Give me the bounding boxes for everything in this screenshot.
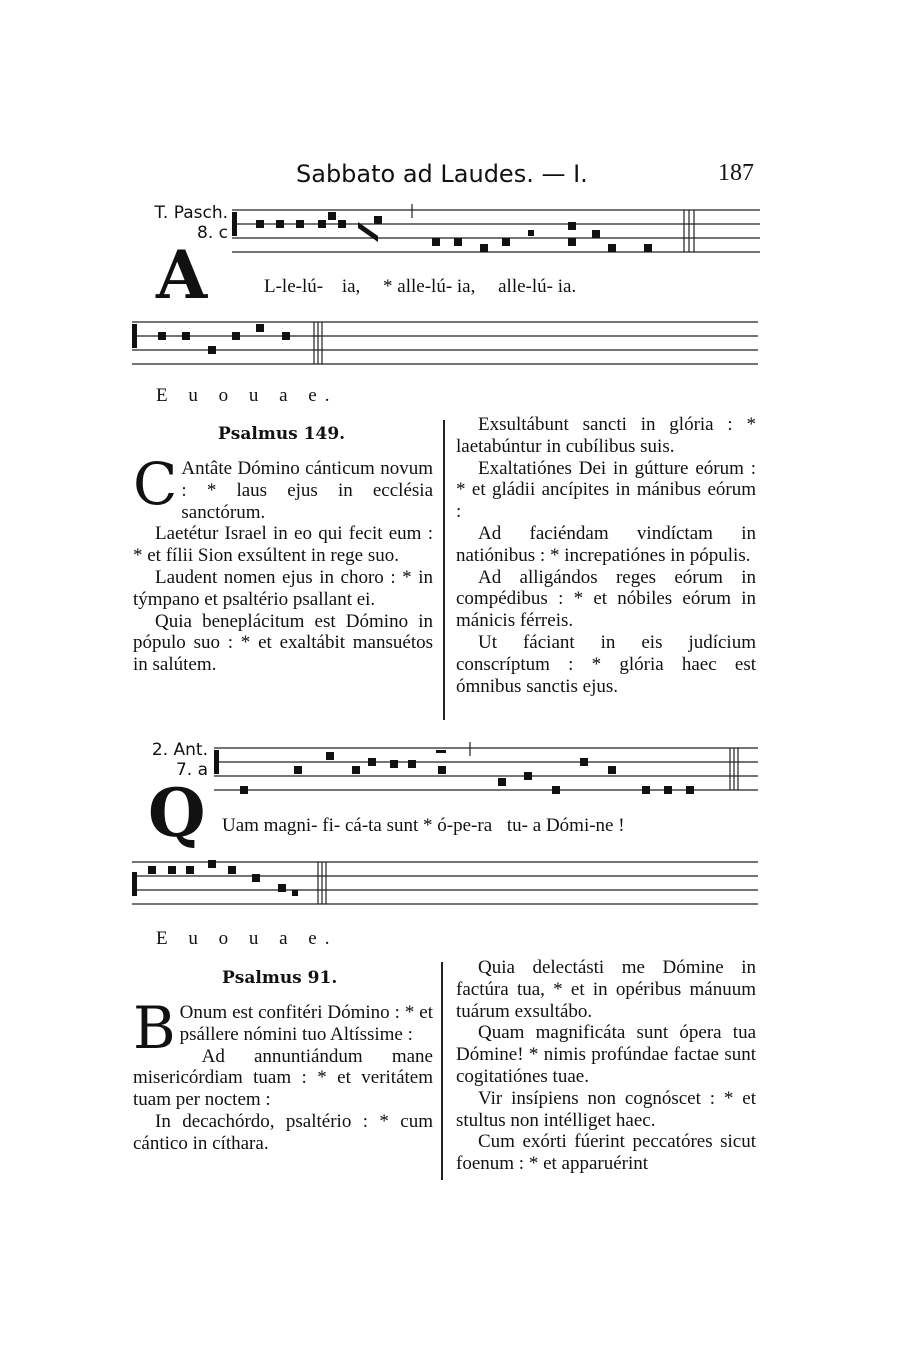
chant2-syllable: a <box>532 815 542 836</box>
psalm91-verse: B Onum est confitéri Dómino : * et psállere nómini tuo Altíssime : <box>133 994 433 1062</box>
psalm149-verse: Ad faciéndam vindíctam in natiónibus : * increpatiónes in pópulis. <box>456 522 756 566</box>
chant2-lyrics <box>222 815 742 837</box>
chant1-syllable: ia, <box>456 276 476 297</box>
psalm149-verse: Laudent nomen ejus in choro : * in týmpano et psaltério psallant ei. <box>133 566 433 610</box>
psalm149-verse: Laetétur Israel in eo qui fecit eum : * et fílii Sion exsúltent in rege suo. <box>133 523 433 567</box>
chant1-label-line2: 8. c <box>197 223 228 243</box>
chant1-syllable: L-le-lú- <box>264 276 324 297</box>
chant2-euouae-staff <box>132 858 758 910</box>
chant2-syllable: tu- <box>506 815 529 836</box>
psalm149-verse: C Antâte Dómino cánticum novum : * laus ejus in ecclésia sanctórum. <box>133 450 433 523</box>
column-divider <box>443 420 445 720</box>
chant2-initial-letter: Q <box>148 774 206 852</box>
psalm149-verse: Exsultábunt sancti in glória : * laetabúntur in cubílibus suis. <box>456 414 756 457</box>
chant1-syllable: alle-lú- <box>498 276 553 297</box>
chant2-syllable: fi- <box>322 815 341 836</box>
chant2-syllable: Uam magni- <box>222 815 318 836</box>
psalm149-left-column <box>133 450 433 676</box>
chant1-euouae-staff <box>132 318 758 370</box>
psalm149-verse: Ad alligándos reges eórum in compédibus : * et nóbiles eórum in mánicis férreis. <box>456 566 756 632</box>
psalm149-verse: Exaltatiónes Dei in gútture eórum : * et gládii ancípites in mánibus eórum : <box>456 457 756 523</box>
chant1-syllable: ia. <box>557 276 577 297</box>
chant2-asterisk: * <box>423 815 433 836</box>
chant2-staff <box>214 738 758 802</box>
chant1-staff <box>232 200 760 264</box>
psalm91-verse: Quia delectásti me Dómine in factúra tua, * et in opéribus mánuum tuárum exsultábo. <box>456 957 756 1022</box>
page-number: 187 <box>718 160 754 186</box>
psalm91-right-column <box>456 957 756 1175</box>
psalm91-verse: In decachórdo, psaltério : * cum cántico in cíthara. <box>133 1110 433 1154</box>
psalm91-dropcap: B <box>133 994 176 1062</box>
psalm91-verse: Cum exórti fúerint peccatóres sicut foenum : * et apparuérint <box>456 1131 756 1175</box>
chant2-euouae: E u o u a e. <box>156 928 338 949</box>
psalm91-title: Psalmus 91. <box>222 968 338 988</box>
psalm149-dropcap: C <box>133 450 178 518</box>
psalm149-verse: Quia beneplácitum est Dómino in pópulo suo : * et exaltábit mansuétos in salútem. <box>133 610 433 676</box>
chant2-syllable: cá-ta <box>344 815 382 836</box>
psalm91-verse: Ad annuntiándum mane misericórdiam tuam : * et veritátem tuam per noctem : <box>133 1045 433 1111</box>
psalm91-verse: Vir insípiens non cognóscet : * et stultus non intélliget haec. <box>456 1087 756 1131</box>
chant1-lyrics <box>264 276 714 298</box>
chant2-label-line2: 7. a <box>175 760 208 780</box>
psalm91-left-column <box>133 994 433 1155</box>
running-header-title: Sabbato ad Laudes. — I. <box>296 160 588 188</box>
chant1-syllable: ia, <box>341 276 361 297</box>
chant1-syllable: alle-lú- <box>397 276 453 297</box>
column-divider <box>441 962 443 1180</box>
psalm149-title: Psalmus 149. <box>218 424 346 444</box>
psalm149-verse: Ut fáciant in eis judícium conscríptum : * glória haec est ómnibus sanctis ejus. <box>456 631 756 697</box>
psalm91-verse: Quam magnificáta sunt ópera tua Dómine! * nimis profúndae factae sunt cogitatiónes tuae. <box>456 1022 756 1087</box>
chant1-label-line1: T. Pasch. <box>154 203 228 223</box>
chant2-syllable: ó-pe-ra <box>437 815 493 836</box>
psalm149-right-column <box>456 414 756 697</box>
chant2-syllable: sunt <box>386 815 419 836</box>
chant2-label-line1: 2. Ant. <box>151 740 208 760</box>
chant1-asterisk: * <box>383 276 393 297</box>
chant2-syllable: Dómi-ne ! <box>545 815 625 836</box>
chant1-initial-letter: A <box>156 236 208 314</box>
chant1-euouae: E u o u a e. <box>156 385 338 406</box>
